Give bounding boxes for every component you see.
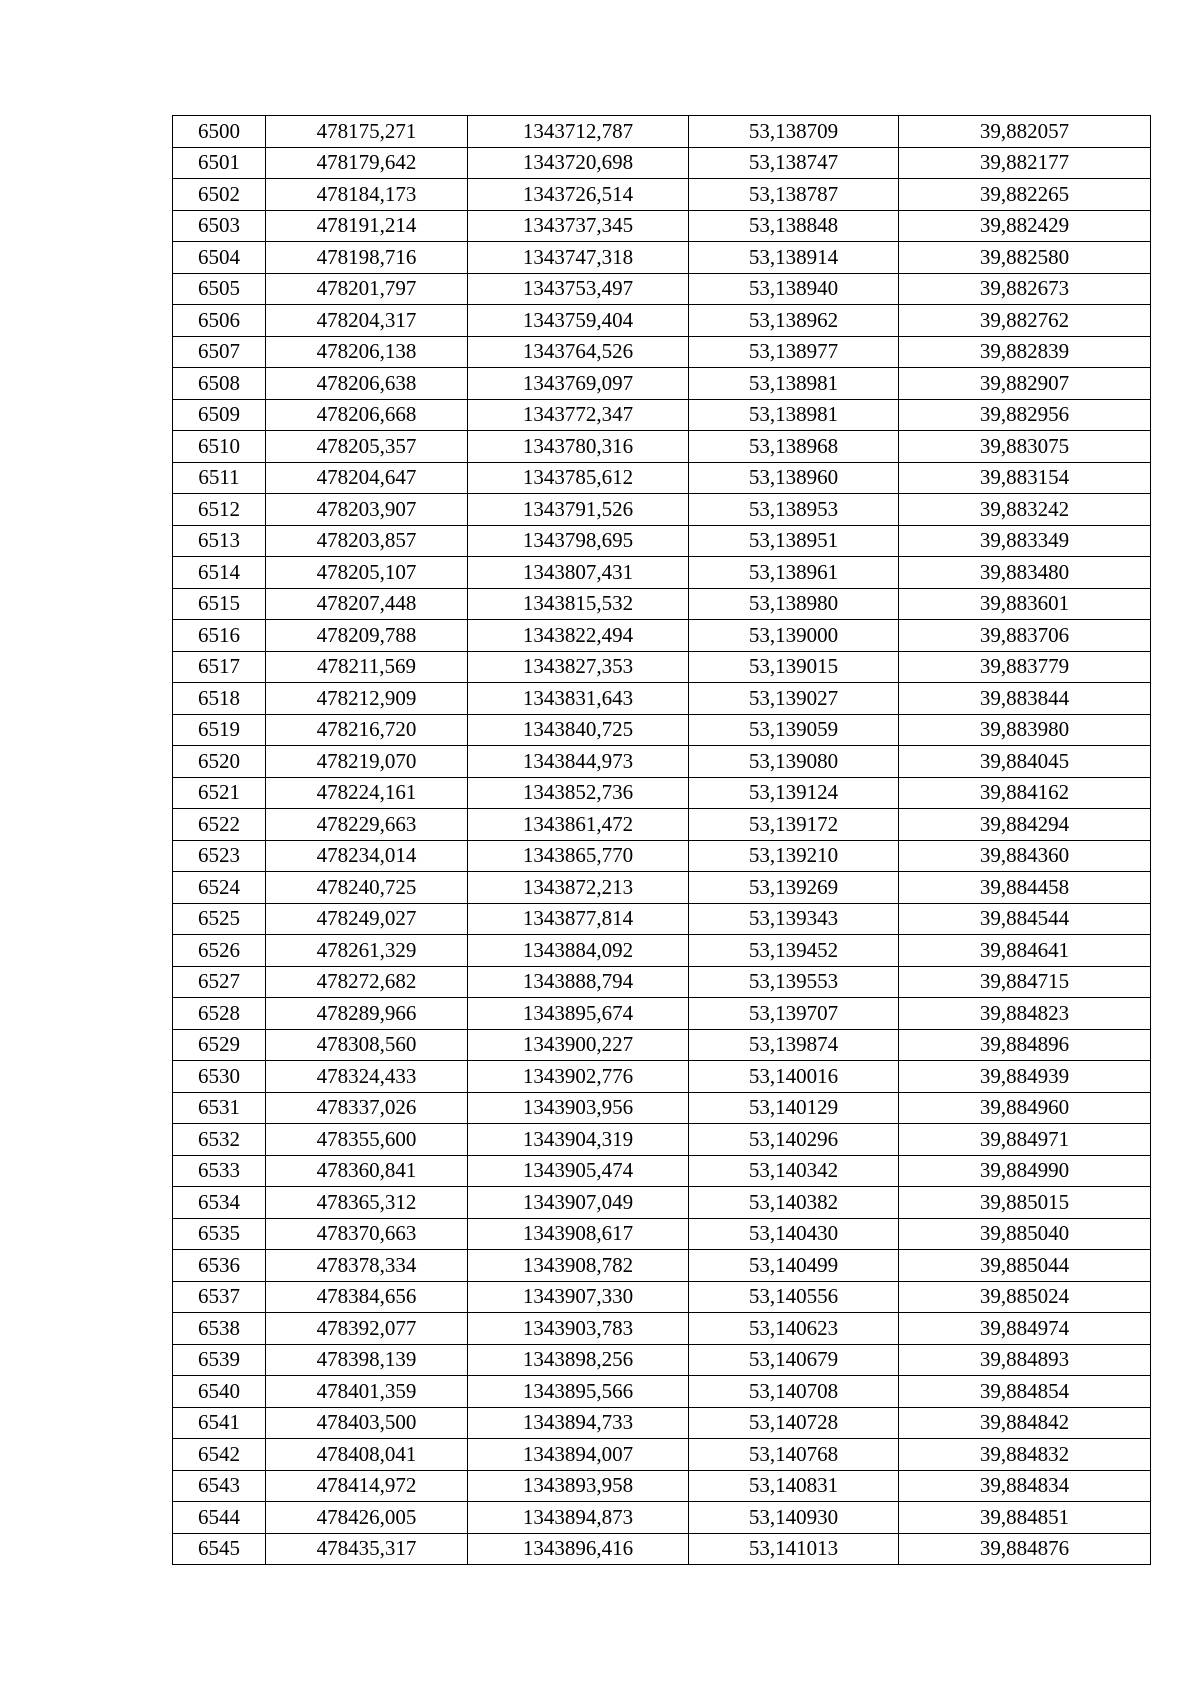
table-row	[173, 714, 1151, 746]
x-coordinate-cell: 478261,329	[266, 935, 468, 967]
x-coordinate-cell: 478408,041	[266, 1439, 468, 1471]
point-number-cell: 6521	[173, 777, 266, 809]
y-coordinate-cell: 1343872,213	[468, 872, 689, 904]
longitude-cell: 39,884832	[899, 1439, 1151, 1471]
table-row	[173, 1281, 1151, 1313]
point-number-cell: 6501	[173, 147, 266, 179]
table-row	[173, 305, 1151, 337]
latitude-cell: 53,139269	[689, 872, 899, 904]
table-row	[173, 1376, 1151, 1408]
x-coordinate-cell: 478337,026	[266, 1092, 468, 1124]
x-coordinate-cell: 478384,656	[266, 1281, 468, 1313]
y-coordinate-cell: 1343903,956	[468, 1092, 689, 1124]
x-coordinate-cell: 478229,663	[266, 809, 468, 841]
point-number-cell: 6544	[173, 1502, 266, 1534]
x-coordinate-cell: 478365,312	[266, 1187, 468, 1219]
longitude-cell: 39,882907	[899, 368, 1151, 400]
x-coordinate-cell: 478206,138	[266, 336, 468, 368]
table-row	[173, 777, 1151, 809]
latitude-cell: 53,138981	[689, 368, 899, 400]
point-number-cell: 6530	[173, 1061, 266, 1093]
table-row	[173, 399, 1151, 431]
longitude-cell: 39,884960	[899, 1092, 1151, 1124]
table-row	[173, 557, 1151, 589]
longitude-cell: 39,884971	[899, 1124, 1151, 1156]
x-coordinate-cell: 478216,720	[266, 714, 468, 746]
coordinates-table-body	[173, 116, 1151, 1565]
latitude-cell: 53,140556	[689, 1281, 899, 1313]
latitude-cell: 53,138747	[689, 147, 899, 179]
y-coordinate-cell: 1343900,227	[468, 1029, 689, 1061]
latitude-cell: 53,138953	[689, 494, 899, 526]
table-row	[173, 1470, 1151, 1502]
point-number-cell: 6537	[173, 1281, 266, 1313]
y-coordinate-cell: 1343791,526	[468, 494, 689, 526]
x-coordinate-cell: 478201,797	[266, 273, 468, 305]
longitude-cell: 39,884974	[899, 1313, 1151, 1345]
y-coordinate-cell: 1343902,776	[468, 1061, 689, 1093]
table-row	[173, 840, 1151, 872]
x-coordinate-cell: 478175,271	[266, 116, 468, 148]
y-coordinate-cell: 1343861,472	[468, 809, 689, 841]
latitude-cell: 53,140499	[689, 1250, 899, 1282]
longitude-cell: 39,884851	[899, 1502, 1151, 1534]
point-number-cell: 6540	[173, 1376, 266, 1408]
point-number-cell: 6511	[173, 462, 266, 494]
longitude-cell: 39,884162	[899, 777, 1151, 809]
y-coordinate-cell: 1343894,733	[468, 1407, 689, 1439]
latitude-cell: 53,139707	[689, 998, 899, 1030]
longitude-cell: 39,883075	[899, 431, 1151, 463]
y-coordinate-cell: 1343807,431	[468, 557, 689, 589]
table-row	[173, 525, 1151, 557]
table-row	[173, 368, 1151, 400]
latitude-cell: 53,140382	[689, 1187, 899, 1219]
y-coordinate-cell: 1343831,643	[468, 683, 689, 715]
longitude-cell: 39,884893	[899, 1344, 1151, 1376]
longitude-cell: 39,882265	[899, 179, 1151, 211]
point-number-cell: 6522	[173, 809, 266, 841]
table-row	[173, 746, 1151, 778]
x-coordinate-cell: 478378,334	[266, 1250, 468, 1282]
y-coordinate-cell: 1343895,674	[468, 998, 689, 1030]
y-coordinate-cell: 1343822,494	[468, 620, 689, 652]
point-number-cell: 6535	[173, 1218, 266, 1250]
longitude-cell: 39,885040	[899, 1218, 1151, 1250]
longitude-cell: 39,884990	[899, 1155, 1151, 1187]
y-coordinate-cell: 1343903,783	[468, 1313, 689, 1345]
table-row	[173, 210, 1151, 242]
y-coordinate-cell: 1343785,612	[468, 462, 689, 494]
latitude-cell: 53,138940	[689, 273, 899, 305]
longitude-cell: 39,884045	[899, 746, 1151, 778]
table-row	[173, 620, 1151, 652]
x-coordinate-cell: 478403,500	[266, 1407, 468, 1439]
latitude-cell: 53,140342	[689, 1155, 899, 1187]
x-coordinate-cell: 478370,663	[266, 1218, 468, 1250]
x-coordinate-cell: 478435,317	[266, 1533, 468, 1565]
table-row	[173, 1218, 1151, 1250]
x-coordinate-cell: 478211,569	[266, 651, 468, 683]
x-coordinate-cell: 478205,357	[266, 431, 468, 463]
y-coordinate-cell: 1343844,973	[468, 746, 689, 778]
y-coordinate-cell: 1343759,404	[468, 305, 689, 337]
x-coordinate-cell: 478203,907	[266, 494, 468, 526]
y-coordinate-cell: 1343898,256	[468, 1344, 689, 1376]
table-row	[173, 935, 1151, 967]
longitude-cell: 39,884823	[899, 998, 1151, 1030]
y-coordinate-cell: 1343769,097	[468, 368, 689, 400]
longitude-cell: 39,883154	[899, 462, 1151, 494]
table-row	[173, 651, 1151, 683]
point-number-cell: 6534	[173, 1187, 266, 1219]
x-coordinate-cell: 478191,214	[266, 210, 468, 242]
latitude-cell: 53,140296	[689, 1124, 899, 1156]
longitude-cell: 39,882762	[899, 305, 1151, 337]
latitude-cell: 53,138787	[689, 179, 899, 211]
latitude-cell: 53,138914	[689, 242, 899, 274]
point-number-cell: 6541	[173, 1407, 266, 1439]
point-number-cell: 6533	[173, 1155, 266, 1187]
longitude-cell: 39,883844	[899, 683, 1151, 715]
point-number-cell: 6513	[173, 525, 266, 557]
latitude-cell: 53,139874	[689, 1029, 899, 1061]
latitude-cell: 53,140831	[689, 1470, 899, 1502]
x-coordinate-cell: 478224,161	[266, 777, 468, 809]
table-row	[173, 588, 1151, 620]
y-coordinate-cell: 1343815,532	[468, 588, 689, 620]
table-row	[173, 809, 1151, 841]
latitude-cell: 53,138951	[689, 525, 899, 557]
y-coordinate-cell: 1343896,416	[468, 1533, 689, 1565]
x-coordinate-cell: 478426,005	[266, 1502, 468, 1534]
longitude-cell: 39,882177	[899, 147, 1151, 179]
table-row	[173, 903, 1151, 935]
point-number-cell: 6518	[173, 683, 266, 715]
longitude-cell: 39,884360	[899, 840, 1151, 872]
table-row	[173, 1533, 1151, 1565]
longitude-cell: 39,884854	[899, 1376, 1151, 1408]
point-number-cell: 6520	[173, 746, 266, 778]
latitude-cell: 53,139027	[689, 683, 899, 715]
x-coordinate-cell: 478206,638	[266, 368, 468, 400]
y-coordinate-cell: 1343908,617	[468, 1218, 689, 1250]
longitude-cell: 39,883779	[899, 651, 1151, 683]
y-coordinate-cell: 1343893,958	[468, 1470, 689, 1502]
latitude-cell: 53,139172	[689, 809, 899, 841]
x-coordinate-cell: 478205,107	[266, 557, 468, 589]
point-number-cell: 6539	[173, 1344, 266, 1376]
point-number-cell: 6538	[173, 1313, 266, 1345]
y-coordinate-cell: 1343712,787	[468, 116, 689, 148]
longitude-cell: 39,882429	[899, 210, 1151, 242]
table-row	[173, 1439, 1151, 1471]
y-coordinate-cell: 1343907,049	[468, 1187, 689, 1219]
latitude-cell: 53,140708	[689, 1376, 899, 1408]
x-coordinate-cell: 478203,857	[266, 525, 468, 557]
table-row	[173, 242, 1151, 274]
point-number-cell: 6516	[173, 620, 266, 652]
longitude-cell: 39,884544	[899, 903, 1151, 935]
point-number-cell: 6529	[173, 1029, 266, 1061]
longitude-cell: 39,883349	[899, 525, 1151, 557]
longitude-cell: 39,884896	[899, 1029, 1151, 1061]
x-coordinate-cell: 478355,600	[266, 1124, 468, 1156]
x-coordinate-cell: 478234,014	[266, 840, 468, 872]
y-coordinate-cell: 1343905,474	[468, 1155, 689, 1187]
point-number-cell: 6525	[173, 903, 266, 935]
latitude-cell: 53,139080	[689, 746, 899, 778]
y-coordinate-cell: 1343726,514	[468, 179, 689, 211]
longitude-cell: 39,882580	[899, 242, 1151, 274]
latitude-cell: 53,139015	[689, 651, 899, 683]
latitude-cell: 53,141013	[689, 1533, 899, 1565]
x-coordinate-cell: 478414,972	[266, 1470, 468, 1502]
x-coordinate-cell: 478308,560	[266, 1029, 468, 1061]
y-coordinate-cell: 1343904,319	[468, 1124, 689, 1156]
table-row	[173, 1250, 1151, 1282]
point-number-cell: 6543	[173, 1470, 266, 1502]
latitude-cell: 53,138980	[689, 588, 899, 620]
longitude-cell: 39,885024	[899, 1281, 1151, 1313]
x-coordinate-cell: 478198,716	[266, 242, 468, 274]
point-number-cell: 6505	[173, 273, 266, 305]
longitude-cell: 39,884876	[899, 1533, 1151, 1565]
point-number-cell: 6504	[173, 242, 266, 274]
table-row	[173, 1313, 1151, 1345]
y-coordinate-cell: 1343877,814	[468, 903, 689, 935]
y-coordinate-cell: 1343907,330	[468, 1281, 689, 1313]
table-row	[173, 1029, 1151, 1061]
point-number-cell: 6514	[173, 557, 266, 589]
longitude-cell: 39,883706	[899, 620, 1151, 652]
point-number-cell: 6500	[173, 116, 266, 148]
table-row	[173, 336, 1151, 368]
latitude-cell: 53,140129	[689, 1092, 899, 1124]
point-number-cell: 6503	[173, 210, 266, 242]
point-number-cell: 6510	[173, 431, 266, 463]
x-coordinate-cell: 478289,966	[266, 998, 468, 1030]
y-coordinate-cell: 1343894,873	[468, 1502, 689, 1534]
x-coordinate-cell: 478179,642	[266, 147, 468, 179]
y-coordinate-cell: 1343747,318	[468, 242, 689, 274]
latitude-cell: 53,138968	[689, 431, 899, 463]
point-number-cell: 6508	[173, 368, 266, 400]
table-row	[173, 1407, 1151, 1439]
x-coordinate-cell: 478401,359	[266, 1376, 468, 1408]
longitude-cell: 39,882839	[899, 336, 1151, 368]
table-row	[173, 431, 1151, 463]
longitude-cell: 39,884641	[899, 935, 1151, 967]
table-row	[173, 1061, 1151, 1093]
longitude-cell: 39,883480	[899, 557, 1151, 589]
latitude-cell: 53,138977	[689, 336, 899, 368]
latitude-cell: 53,139210	[689, 840, 899, 872]
x-coordinate-cell: 478184,173	[266, 179, 468, 211]
point-number-cell: 6507	[173, 336, 266, 368]
table-row	[173, 462, 1151, 494]
latitude-cell: 53,138960	[689, 462, 899, 494]
latitude-cell: 53,138981	[689, 399, 899, 431]
x-coordinate-cell: 478212,909	[266, 683, 468, 715]
y-coordinate-cell: 1343895,566	[468, 1376, 689, 1408]
latitude-cell: 53,138962	[689, 305, 899, 337]
latitude-cell: 53,140679	[689, 1344, 899, 1376]
x-coordinate-cell: 478204,647	[266, 462, 468, 494]
point-number-cell: 6524	[173, 872, 266, 904]
x-coordinate-cell: 478204,317	[266, 305, 468, 337]
latitude-cell: 53,139452	[689, 935, 899, 967]
latitude-cell: 53,140623	[689, 1313, 899, 1345]
longitude-cell: 39,882673	[899, 273, 1151, 305]
table-row	[173, 494, 1151, 526]
x-coordinate-cell: 478324,433	[266, 1061, 468, 1093]
table-row	[173, 147, 1151, 179]
longitude-cell: 39,884294	[899, 809, 1151, 841]
table-row	[173, 1344, 1151, 1376]
x-coordinate-cell: 478398,139	[266, 1344, 468, 1376]
x-coordinate-cell: 478209,788	[266, 620, 468, 652]
coordinates-table	[172, 115, 1151, 1565]
longitude-cell: 39,883242	[899, 494, 1151, 526]
longitude-cell: 39,884939	[899, 1061, 1151, 1093]
table-row	[173, 1124, 1151, 1156]
point-number-cell: 6512	[173, 494, 266, 526]
y-coordinate-cell: 1343884,092	[468, 935, 689, 967]
point-number-cell: 6542	[173, 1439, 266, 1471]
x-coordinate-cell: 478392,077	[266, 1313, 468, 1345]
y-coordinate-cell: 1343764,526	[468, 336, 689, 368]
point-number-cell: 6515	[173, 588, 266, 620]
y-coordinate-cell: 1343772,347	[468, 399, 689, 431]
point-number-cell: 6532	[173, 1124, 266, 1156]
point-number-cell: 6545	[173, 1533, 266, 1565]
longitude-cell: 39,882057	[899, 116, 1151, 148]
point-number-cell: 6517	[173, 651, 266, 683]
latitude-cell: 53,140016	[689, 1061, 899, 1093]
latitude-cell: 53,139059	[689, 714, 899, 746]
latitude-cell: 53,139000	[689, 620, 899, 652]
latitude-cell: 53,139124	[689, 777, 899, 809]
longitude-cell: 39,883601	[899, 588, 1151, 620]
table-row	[173, 1155, 1151, 1187]
y-coordinate-cell: 1343894,007	[468, 1439, 689, 1471]
longitude-cell: 39,884842	[899, 1407, 1151, 1439]
longitude-cell: 39,883980	[899, 714, 1151, 746]
latitude-cell: 53,138848	[689, 210, 899, 242]
latitude-cell: 53,140430	[689, 1218, 899, 1250]
latitude-cell: 53,138961	[689, 557, 899, 589]
point-number-cell: 6509	[173, 399, 266, 431]
x-coordinate-cell: 478272,682	[266, 966, 468, 998]
point-number-cell: 6527	[173, 966, 266, 998]
y-coordinate-cell: 1343827,353	[468, 651, 689, 683]
x-coordinate-cell: 478360,841	[266, 1155, 468, 1187]
longitude-cell: 39,884458	[899, 872, 1151, 904]
latitude-cell: 53,140930	[689, 1502, 899, 1534]
table-row	[173, 116, 1151, 148]
longitude-cell: 39,884834	[899, 1470, 1151, 1502]
point-number-cell: 6519	[173, 714, 266, 746]
point-number-cell: 6506	[173, 305, 266, 337]
latitude-cell: 53,140768	[689, 1439, 899, 1471]
x-coordinate-cell: 478219,070	[266, 746, 468, 778]
latitude-cell: 53,140728	[689, 1407, 899, 1439]
latitude-cell: 53,139343	[689, 903, 899, 935]
longitude-cell: 39,885044	[899, 1250, 1151, 1282]
table-row	[173, 179, 1151, 211]
point-number-cell: 6528	[173, 998, 266, 1030]
table-row	[173, 966, 1151, 998]
longitude-cell: 39,885015	[899, 1187, 1151, 1219]
y-coordinate-cell: 1343852,736	[468, 777, 689, 809]
y-coordinate-cell: 1343753,497	[468, 273, 689, 305]
y-coordinate-cell: 1343840,725	[468, 714, 689, 746]
point-number-cell: 6523	[173, 840, 266, 872]
longitude-cell: 39,882956	[899, 399, 1151, 431]
longitude-cell: 39,884715	[899, 966, 1151, 998]
table-row	[173, 1187, 1151, 1219]
point-number-cell: 6526	[173, 935, 266, 967]
x-coordinate-cell: 478206,668	[266, 399, 468, 431]
y-coordinate-cell: 1343865,770	[468, 840, 689, 872]
x-coordinate-cell: 478240,725	[266, 872, 468, 904]
y-coordinate-cell: 1343737,345	[468, 210, 689, 242]
y-coordinate-cell: 1343888,794	[468, 966, 689, 998]
x-coordinate-cell: 478249,027	[266, 903, 468, 935]
latitude-cell: 53,138709	[689, 116, 899, 148]
y-coordinate-cell: 1343780,316	[468, 431, 689, 463]
y-coordinate-cell: 1343720,698	[468, 147, 689, 179]
point-number-cell: 6536	[173, 1250, 266, 1282]
point-number-cell: 6531	[173, 1092, 266, 1124]
table-row	[173, 998, 1151, 1030]
table-row	[173, 273, 1151, 305]
y-coordinate-cell: 1343798,695	[468, 525, 689, 557]
latitude-cell: 53,139553	[689, 966, 899, 998]
x-coordinate-cell: 478207,448	[266, 588, 468, 620]
table-row	[173, 1092, 1151, 1124]
y-coordinate-cell: 1343908,782	[468, 1250, 689, 1282]
point-number-cell: 6502	[173, 179, 266, 211]
table-row	[173, 683, 1151, 715]
table-row	[173, 872, 1151, 904]
table-row	[173, 1502, 1151, 1534]
